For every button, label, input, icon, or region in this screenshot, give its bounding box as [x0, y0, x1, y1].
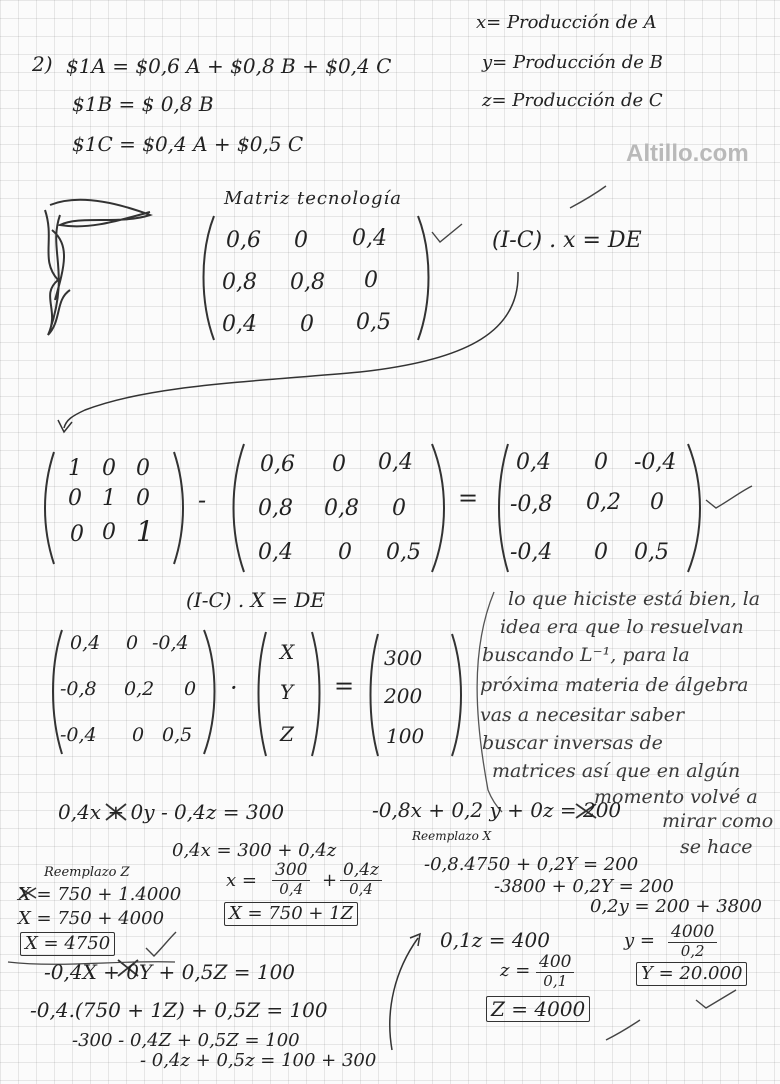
- identity-cell: 0: [136, 456, 150, 481]
- identity-cell: 1: [136, 515, 154, 548]
- system-cell: 0: [132, 724, 145, 746]
- z-equation-4: - 0,4z + 0,5z = 100 + 300: [140, 1050, 377, 1071]
- fraction-denominator: 0,4: [349, 880, 373, 898]
- vector-x-cell: Z: [280, 722, 294, 746]
- teacher-note-line: vas a necesitar saber: [480, 704, 685, 726]
- i-minus-c-cell: 0: [594, 540, 608, 565]
- system-cell: -0,4: [152, 632, 189, 654]
- tech-cell: 0,8: [290, 270, 325, 295]
- solve-z-line1: 0,1z = 400: [440, 928, 550, 952]
- teacher-note-line: buscando L⁻¹, para la: [482, 644, 690, 666]
- i-minus-c-cell: -0,4: [634, 450, 677, 475]
- system-cell: 0,2: [124, 678, 155, 700]
- tech-copy-cell: 0,5: [386, 540, 421, 565]
- equals-sign: =: [458, 484, 479, 512]
- tech-copy-cell: 0: [392, 496, 406, 521]
- system-matrix: [48, 626, 220, 756]
- system-cell: 0: [184, 678, 197, 700]
- fraction-300-over-04: [272, 862, 310, 897]
- i-minus-c-cell: 0: [650, 490, 664, 515]
- i-minus-c-cell: 0,4: [516, 450, 551, 475]
- identity-cell: 0: [68, 486, 82, 511]
- identity-matrix: [40, 448, 188, 566]
- fraction-400-over-01: [536, 954, 574, 989]
- boxed-x-value: X = 4750: [20, 932, 115, 956]
- i-minus-c-cell: -0,8: [510, 492, 553, 517]
- dot-sign: ·: [230, 674, 238, 702]
- tech-cell: 0,4: [352, 226, 387, 251]
- system-cell: -0,4: [60, 724, 97, 746]
- identity-cell: 0: [70, 522, 84, 547]
- boxed-x-formula: X = 750 + 1Z: [224, 902, 358, 926]
- identity-cell: 1: [102, 486, 116, 511]
- tech-copy-cell: 0,8: [258, 496, 293, 521]
- identity-cell: 1: [68, 456, 82, 481]
- z-equation-2: -0,4.(750 + 1Z) + 0,5Z = 100: [30, 998, 328, 1022]
- vector-x-cell: Y: [280, 680, 294, 704]
- solve-z-lhs: z =: [500, 960, 531, 981]
- tech-copy-cell: 0,8: [324, 496, 359, 521]
- fraction-4000-over-02: [668, 924, 717, 959]
- reemplazo-x-label: Reemplazo X: [412, 829, 492, 843]
- system-cell: 0,4: [70, 632, 101, 654]
- fraction-04z-over-04: [340, 862, 382, 897]
- demand-cell: 200: [384, 684, 423, 708]
- identity-cell: 0: [102, 456, 116, 481]
- solve-x-line1: 0,4x = 300 + 0,4z: [172, 840, 337, 861]
- reemplazo-z-label: Reemplazo Z: [44, 865, 130, 880]
- tech-cell: 0,5: [356, 310, 391, 335]
- demand-cell: 300: [384, 646, 423, 670]
- demand-cell: 100: [386, 724, 425, 748]
- tech-copy-cell: 0: [332, 452, 346, 477]
- boxed-y-value: Y = 20.000: [636, 962, 747, 986]
- problem-number: 2): [32, 52, 53, 76]
- teacher-note-line: próxima materia de álgebra: [480, 674, 749, 696]
- fraction-numerator: 0,4z: [340, 862, 382, 881]
- tech-cell: 0,6: [226, 228, 261, 253]
- i-minus-c-cell: 0,5: [634, 540, 669, 565]
- equation-b: $1B = $ 0,8 B: [72, 92, 214, 116]
- equation-c: $1C = $0,4 A + $0,5 C: [72, 132, 304, 156]
- tech-cell: 0,8: [222, 270, 257, 295]
- watermark: Altillo.com: [626, 140, 749, 167]
- tech-matrix-copy: [228, 440, 450, 574]
- demand-vector: [366, 630, 466, 758]
- teacher-note-line: momento volvé a: [594, 786, 758, 808]
- i-minus-c-cell: -0,4: [510, 540, 553, 565]
- i-minus-c-cell: 0,2: [586, 490, 621, 515]
- fraction-denominator: 0,4: [279, 880, 304, 898]
- model-equation: (I-C) . x = DE: [492, 228, 642, 253]
- teacher-note-line: mirar como: [662, 810, 774, 832]
- solve-x-lhs: x =: [226, 870, 257, 891]
- subst-x-line1: X = 750 + 1.4000: [18, 884, 182, 905]
- identity-cell: 0: [102, 520, 116, 545]
- i-minus-c-cell: 0: [594, 450, 608, 475]
- tech-copy-cell: 0: [338, 540, 352, 565]
- matrix-title: Matriz tecnología: [224, 188, 402, 209]
- solve-y-line3: 0,2y = 200 + 3800: [590, 896, 763, 917]
- equation-row-left: 0,4x + 0y - 0,4z = 300: [58, 800, 285, 824]
- teacher-note-line: idea era que lo resuelvan: [500, 616, 744, 638]
- fraction-numerator: 300: [272, 862, 310, 881]
- vector-x: [254, 628, 324, 758]
- fraction-denominator: 0,1: [543, 972, 568, 990]
- fraction-denominator: 0,2: [680, 942, 705, 960]
- teacher-note-line: buscar inversas de: [482, 732, 663, 754]
- teacher-note-line: se hace: [680, 836, 753, 858]
- model-equation-2: (I-C) . X = DE: [186, 588, 325, 612]
- boxed-z-value: Z = 4000: [486, 996, 590, 1022]
- tech-copy-cell: 0,6: [260, 452, 295, 477]
- teacher-note-line: matrices así que en algún: [492, 760, 741, 782]
- tech-copy-cell: 0,4: [378, 450, 413, 475]
- equation-row-right: -0,8x + 0,2 y + 0z = 200: [372, 798, 622, 822]
- variable-z: z= Producción de C: [482, 90, 663, 111]
- subst-x-line2: X = 750 + 4000: [18, 908, 165, 929]
- equals-sign-2: =: [334, 672, 355, 700]
- system-cell: 0: [126, 632, 139, 654]
- vector-x-cell: X: [280, 640, 295, 664]
- variable-y: y= Producción de B: [482, 52, 663, 73]
- minus-sign: -: [198, 486, 207, 514]
- tech-matrix: [196, 212, 436, 342]
- tech-cell: 0,4: [222, 312, 257, 337]
- z-equation-3: -300 - 0,4Z + 0,5Z = 100: [72, 1030, 300, 1051]
- fraction-numerator: 400: [536, 954, 574, 973]
- system-cell: -0,8: [60, 678, 97, 700]
- solve-y-line2: -3800 + 0,2Y = 200: [494, 876, 674, 897]
- variable-x: x= Producción de A: [476, 12, 657, 33]
- teacher-note-line: lo que hiciste está bien, la: [508, 588, 761, 610]
- fraction-numerator: 4000: [668, 924, 717, 943]
- identity-cell: 0: [136, 486, 150, 511]
- solve-y-line1: -0,8.4750 + 0,2Y = 200: [424, 854, 639, 875]
- tech-cell: 0: [364, 268, 378, 293]
- plus-sign: +: [322, 870, 338, 891]
- system-cell: 0,5: [162, 724, 193, 746]
- tech-copy-cell: 0,4: [258, 540, 293, 565]
- i-minus-c-matrix: [494, 440, 706, 574]
- tech-cell: 0: [300, 312, 314, 337]
- tech-cell: 0: [294, 228, 308, 253]
- y-frac-lhs: y =: [624, 930, 655, 951]
- equation-a: $1A = $0,6 A + $0,8 B + $0,4 C: [66, 54, 392, 78]
- z-equation-1: -0,4X + 0Y + 0,5Z = 100: [44, 960, 296, 984]
